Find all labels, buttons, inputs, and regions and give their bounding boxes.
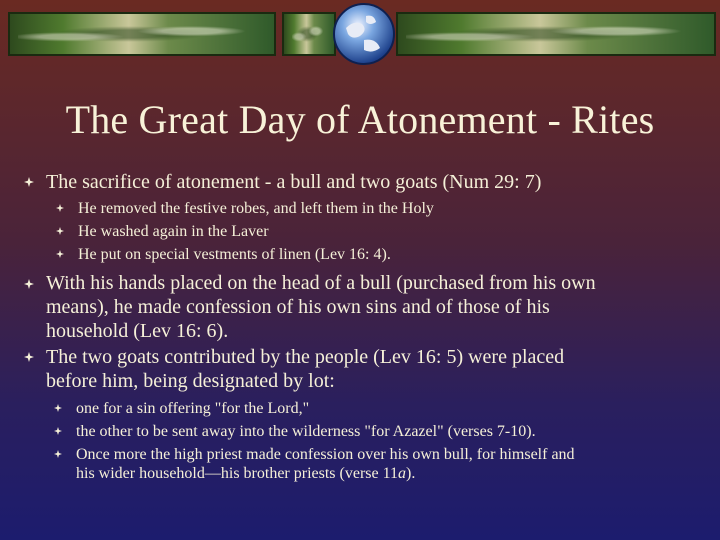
bullet-3-sub-3-line-2 [76, 463, 415, 484]
diamond-bullet-icon [24, 177, 34, 187]
bullet-3-sub-3-line-1: Once more the high priest made confession over his own bull, for himself and [76, 446, 575, 463]
bullet-3-sub-3-end: ). [406, 465, 416, 482]
bullet-2-line-3: household (Lev 16: 6). [46, 320, 229, 342]
slide-title: The Great Day of Atonement - Rites [65, 97, 655, 142]
diamond-bullet-icon [56, 227, 64, 235]
diamond-bullet-icon [54, 427, 62, 435]
bullet-1-sub-2: He washed again in the Laver [78, 223, 269, 240]
bullet-3-sub-3-italic: a [398, 465, 407, 482]
bullet-2-line-1: With his hands placed on the head of a bull (purchased from his own [46, 272, 596, 294]
diamond-bullet-icon [54, 450, 62, 458]
diamond-bullet-icon [54, 404, 62, 412]
header-banner-left [8, 12, 276, 56]
diamond-bullet-icon [56, 250, 64, 258]
globe-icon [330, 0, 398, 68]
diamond-bullet-icon [24, 279, 34, 289]
diamond-bullet-icon [56, 204, 64, 212]
bullet-1-text: The sacrifice of atonement - a bull and two goats (Num 29: 7) [46, 171, 542, 193]
bullet-3-line-2: before him, being designated by lot: [46, 370, 335, 392]
bullet-3-line-1: The two goats contributed by the people (Lev 16: 5) were placed [46, 346, 565, 368]
header-banner-middle [282, 12, 336, 56]
diamond-bullet-icon [24, 352, 34, 362]
bullet-2-line-2: means), he made confession of his own sins and of those of his [46, 296, 550, 318]
header-banner-right [396, 12, 716, 56]
bullet-1-sub-1: He removed the festive robes, and left them in the Holy [78, 200, 434, 217]
bullet-3-sub-2: the other to be sent away into the wilderness "for Azazel" (verses 7-10). [76, 423, 536, 440]
bullet-3-sub-1: one for a sin offering "for the Lord," [76, 400, 310, 417]
bullet-1-sub-3: He put on special vestments of linen (Lev 16: 4). [78, 246, 391, 263]
bullet-3-sub-3-line-2-text: his wider household—his brother priests (verse 11 [76, 465, 399, 482]
